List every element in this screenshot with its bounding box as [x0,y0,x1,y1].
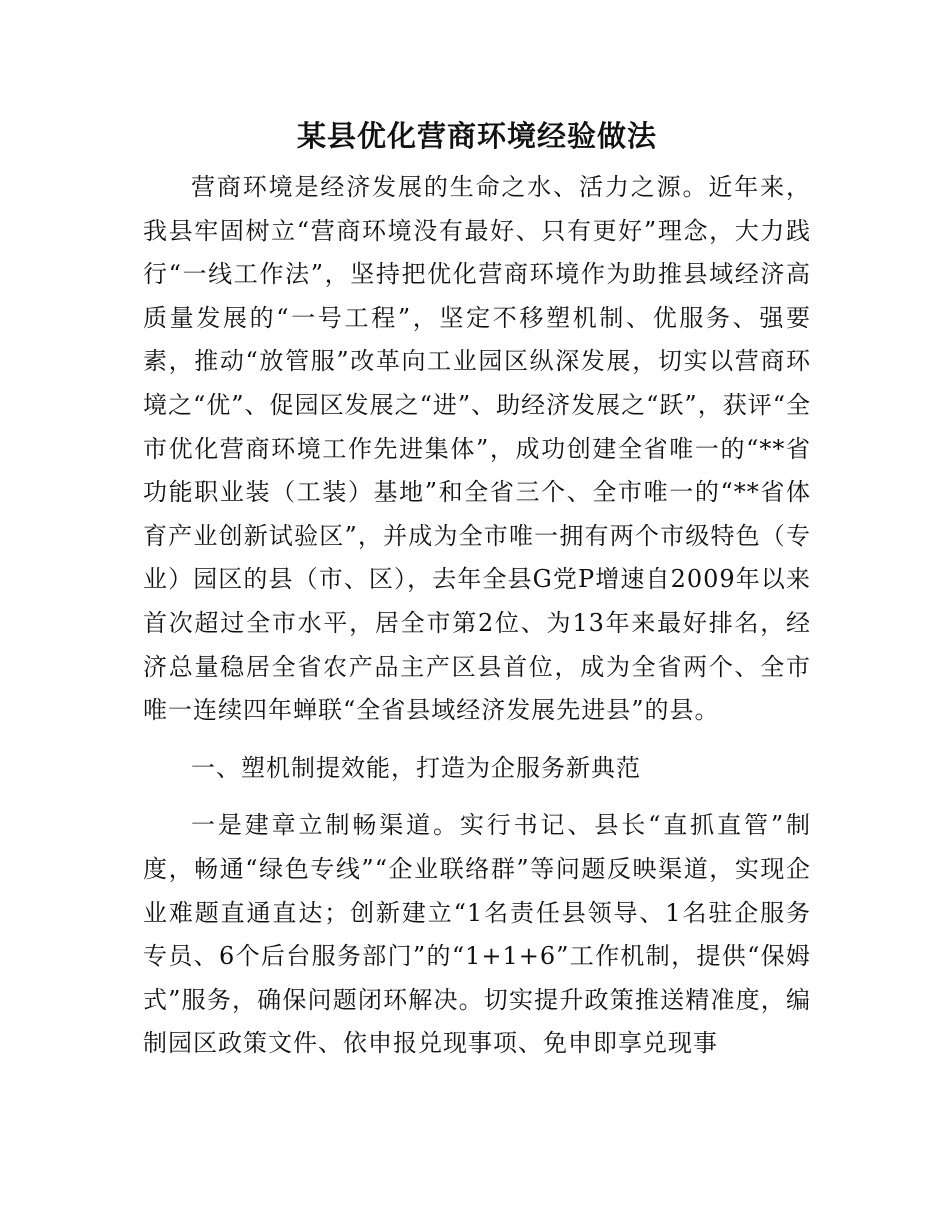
document-title: 某县优化营商环境经验做法 [296,119,657,153]
section-1-paragraph-1: 一是建章立制畅渠道。实行书记、县长“直抓直管”制度，畅通“绿色专线”“企业联络群”等问题反映渠道，实现企业难题直通直达；创新建立“1名责任县领导、1名驻企服务专员、6个后台服务部门”的“1+1+6”工作机制，提供“保姆式”服务，确保问题闭环解决。切实提升政策推送精准度，编制园区政策文件、依申报兑现事项、免申即享兑现事 [143,811,811,1058]
paragraph-spacer [143,733,811,747]
paragraph-spacer [143,790,811,804]
intro-paragraph: 营商环境是经济发展的生命之水、活力之源。近年来，我县牢固树立“营商环境没有最好、只有更好”理念，大力践行“一线工作法”，坚持把优化营商环境作为助推县域经济高质量发展的“一号工程”，坚定不移塑机制、优服务、强要素，推动“放管服”改革向工业园区纵深发展，切实以营商环境之“优”、促园区发展之“进”、助经济发展之“跃”，获评“全市优化营商环境工作先进集体”，成功创建全省唯一的“**省功能职业装（工装）基地”和全省三个、全市唯一的“**省体育产业创新试验区”，并成为全市唯一拥有两个市级特色（专业）园区的县（市、区），去年全县G党P增速自2009年以来首次超过全市水平，居全市第2位、为13年来最好排名，经济总量稳居全省农产品主产区县首位，成为全省两个、全市唯一连续四年蝉联“全省县域经济发展先进县”的县。 [143,173,811,725]
document-page [143,112,811,1066]
section-1-heading: 一、塑机制提效能，打造为企服务新典范 [191,753,641,782]
